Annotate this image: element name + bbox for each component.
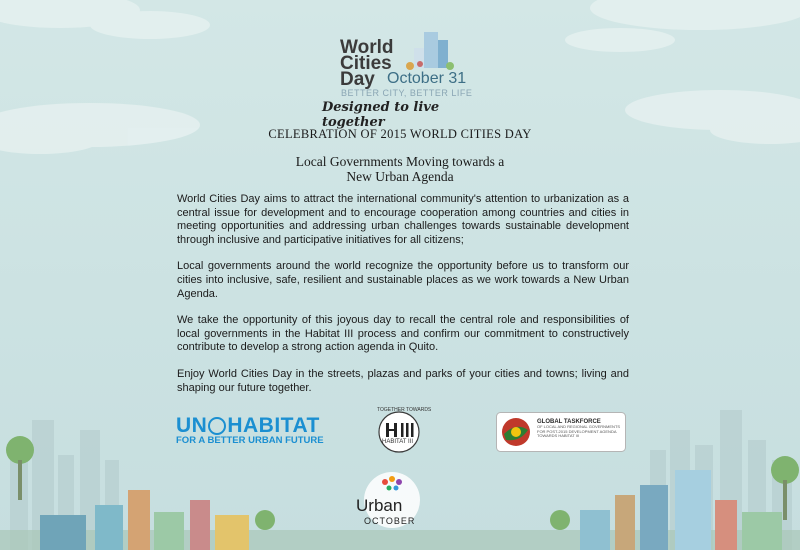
unhabitat-tagline: FOR A BETTER URBAN FUTURE (176, 435, 324, 446)
world-cities-day-logo (310, 30, 500, 130)
page-title: CELEBRATION OF 2015 WORLD CITIES DAY (268, 127, 532, 141)
page-subtitle (0, 154, 800, 184)
logo-tagline: BETTER CITY, BETTER LIFE (341, 88, 473, 98)
paragraph: Enjoy World Cities Day in the streets, plazas and parks of your cities and towns; living and shaping our future together. (177, 367, 629, 394)
globe-icon (208, 417, 226, 435)
paragraph: World Cities Day aims to attract the international community's attention to urbanization as a central issue for development and to encourage cooperation among countries and cities in meeting opportunities and addressing urban challenges towards sustainable development through inclusive and participative initiatives for all citizens; (177, 193, 629, 246)
body-text (177, 193, 629, 408)
unhabitat-logo: UN HABITAT FOR A BETTER URBAN FUTURE (176, 414, 324, 446)
paragraph: Local governments around the world recognize the opportunity before us to transform our cities into inclusive, safe, resilient and sustainable places as we work towards a New Urban Agenda. (177, 260, 629, 300)
global-taskforce-text: GLOBAL TASKFORCE OF LOCAL AND REGIONAL GOVERNMENTS FOR POST-2015 DEVELOPMENT AGENDA TOWARDS HABITAT III (537, 419, 621, 439)
paragraph: We take the opportunity of this joyous day to recall the central role and responsibilities of local governments in the Habitat III process and confirm our commitment to constructively contribute to develop a strong action agenda in Quito. (177, 314, 629, 354)
subtitle-line-2: New Urban Agenda (346, 169, 454, 184)
logo-title: World Cities Day (340, 37, 394, 90)
habitat-iii-bottom-text: HABITAT III (382, 439, 414, 445)
urban-october-subtitle: OCTOBER (364, 516, 416, 526)
subtitle-line-1: Local Governments Moving towards a (295, 154, 505, 169)
habitat-iii-top-text: TOGETHER TOWARDS (377, 407, 432, 413)
urban-october-title: Urban (356, 496, 403, 515)
habitat-iii-logo-icon (369, 407, 432, 456)
logo-subtitle: Designed to live together (322, 100, 440, 130)
logo-date: October 31 (387, 70, 467, 87)
